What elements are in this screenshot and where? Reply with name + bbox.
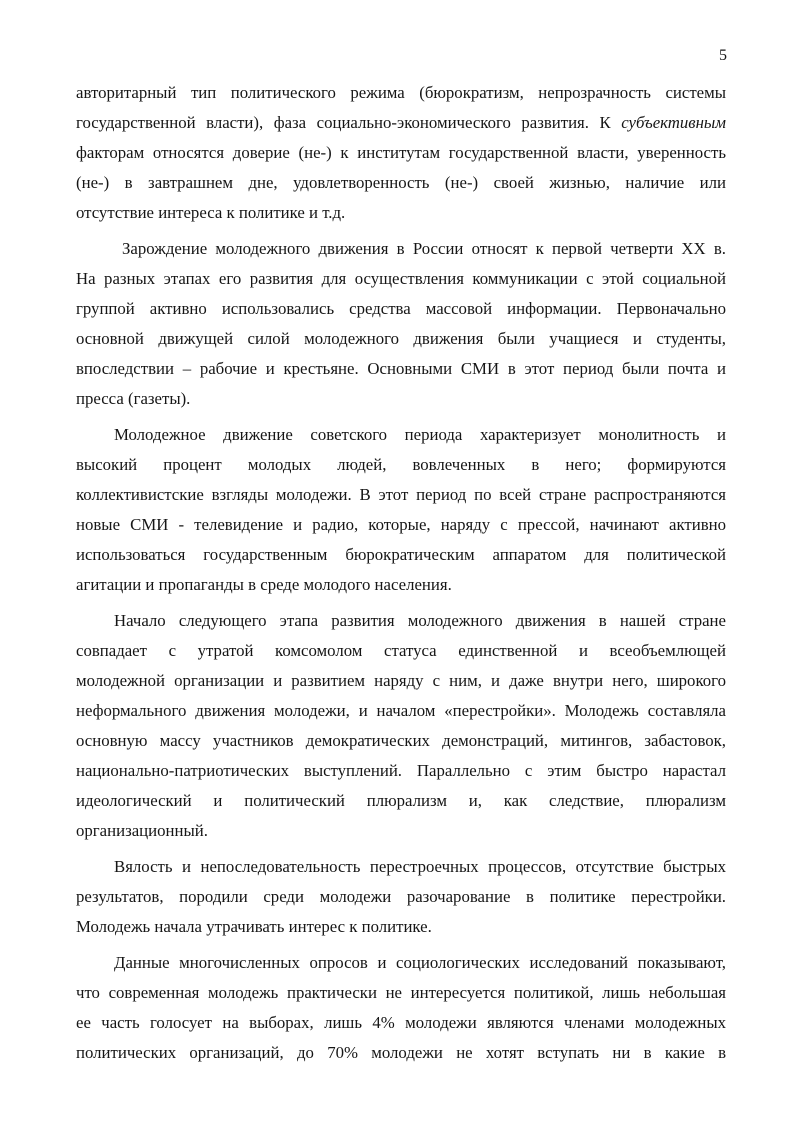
paragraph-line: Данные многочисленных опросов и социологических исследований показывают, (114, 953, 726, 972)
paragraph-6 (76, 948, 726, 1068)
paragraph-line: организационный. (76, 821, 208, 840)
paragraph-line: впоследствии – рабочие и крестьяне. Основными СМИ в этот период были почта и (76, 359, 726, 378)
paragraph-line: коллективистские взгляды молодежи. В этот период по всей стране распространяются (76, 485, 726, 504)
paragraph-line: агитации и пропаганды в среде молодого населения. (76, 575, 452, 594)
paragraph-line-with-italic (76, 108, 726, 138)
paragraph-line: основной движущей силой молодежного движения были учащиеся и студенты, (76, 329, 726, 348)
paragraph-line: (не-) в завтрашнем дне, удовлетворенность (не-) своей жизнью, наличие или (76, 173, 726, 192)
paragraph-line: отсутствие интереса к политике и т.д. (76, 203, 346, 222)
paragraph-line: основную массу участников демократических демонстраций, митингов, забастовок, (76, 731, 726, 750)
paragraph-line-text: государственной власти), фаза социально-экономического развития. К (76, 113, 622, 132)
paragraph-line: авторитарный тип политического режима (бюрократизм, непрозрачность системы (76, 83, 726, 102)
paragraph-line: что современная молодежь практически не интересуется политикой, лишь небольшая (76, 983, 726, 1002)
paragraph-4 (76, 606, 726, 846)
paragraph-line: использоваться государственным бюрократическим аппаратом для политической (76, 545, 726, 564)
paragraph-2 (76, 234, 726, 414)
paragraph-line: неформального движения молодежи, и началом «перестройки». Молодежь составляла (76, 701, 726, 720)
paragraph-line: идеологический и политический плюрализм и, как следствие, плюрализм (76, 791, 726, 810)
paragraph-line: ее часть голосует на выборах, лишь 4% молодежи являются членами молодежных (76, 1013, 726, 1032)
paragraph-5 (76, 852, 726, 942)
paragraph-line: пресса (газеты). (76, 389, 191, 408)
paragraph-1 (76, 78, 726, 228)
paragraph-line: Начало следующего этапа развития молодежного движения в нашей стране (114, 611, 726, 630)
paragraph-line: факторам относятся доверие (не-) к институтам государственной власти, уверенность (76, 143, 726, 162)
paragraph-line: Молодежное движение советского периода характеризует монолитность и (114, 425, 726, 444)
paragraph-line: национально-патриотических выступлений. Параллельно с этим быстро нарастал (76, 761, 726, 780)
paragraph-3 (76, 420, 726, 600)
paragraph-line: группой активно использовались средства массовой информации. Первоначально (76, 299, 726, 318)
paragraph-line: совпадает с утратой комсомолом статуса единственной и всеобъемлющей (76, 641, 726, 660)
paragraph-line: политических организаций, до 70% молодежи не хотят вступать ни в какие в (76, 1043, 726, 1062)
paragraph-line: Вялость и непоследовательность перестроечных процессов, отсутствие быстрых (114, 857, 726, 876)
paragraph-line: результатов, породили среди молодежи разочарование в политике перестройки. (76, 887, 726, 906)
paragraph-line: высокий процент молодых людей, вовлеченных в него; формируются (76, 455, 726, 474)
paragraph-line: новые СМИ - телевидение и радио, которые, наряду с прессой, начинают активно (76, 515, 726, 534)
paragraph-line: молодежной организации и развитием наряду с ним, и даже внутри него, широкого (76, 671, 726, 690)
page-number: 5 (719, 47, 727, 64)
paragraph-line: Молодежь начала утрачивать интерес к политике. (76, 917, 432, 936)
body-text (76, 78, 726, 1068)
paragraph-line: Зарождение молодежного движения в России относят к первой четверти XX в. (122, 239, 726, 258)
paragraph-line: На разных этапах его развития для осуществления коммуникации с этой социальной (76, 269, 726, 288)
italic-term: субъективным (621, 113, 726, 132)
